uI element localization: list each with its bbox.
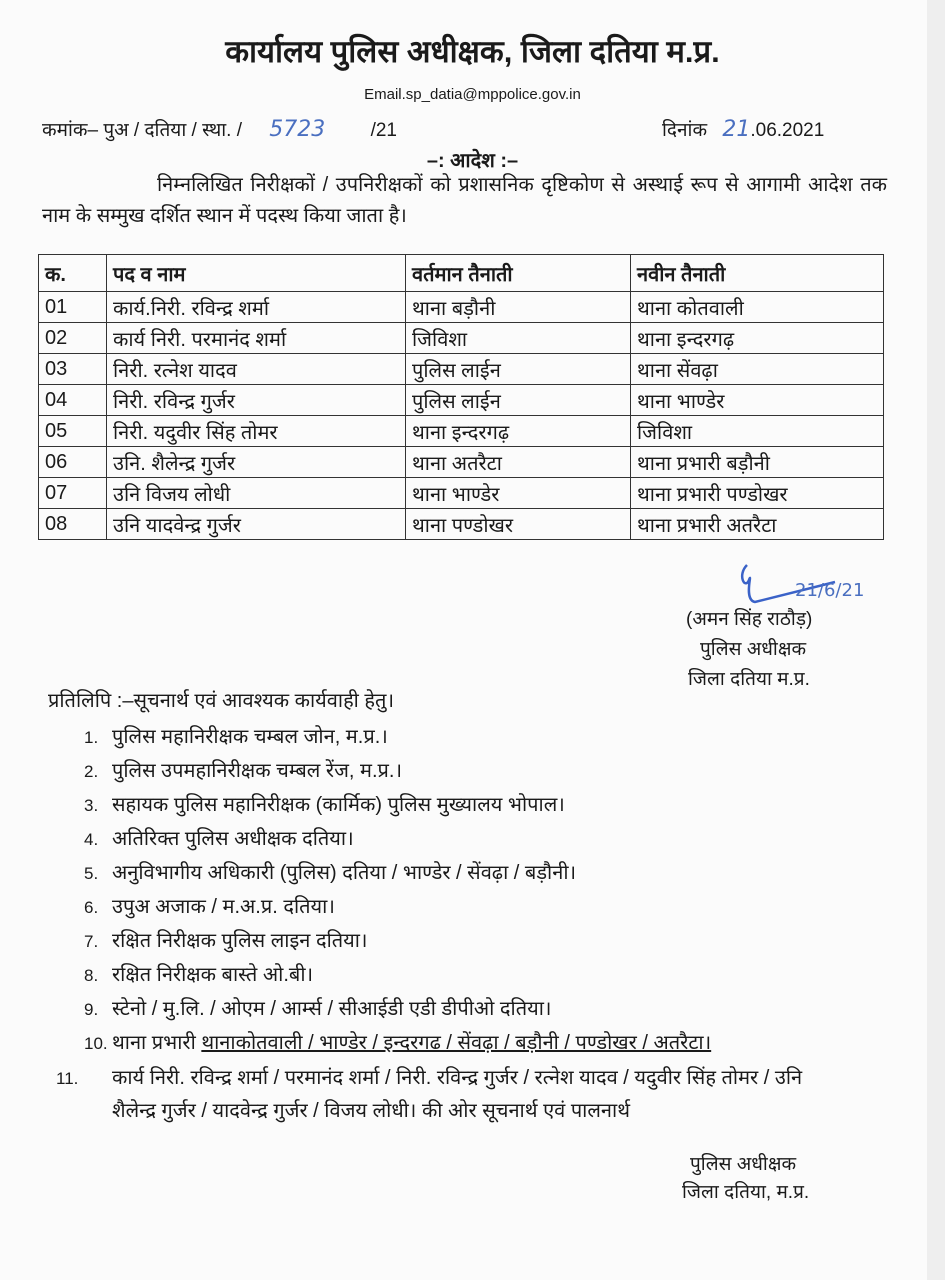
cell-new-posting: थाना इन्दरगढ़ [631, 323, 884, 354]
item-number: 3. [84, 796, 99, 815]
copy-list-item [84, 892, 844, 926]
copy-list-item [84, 790, 844, 824]
order-paragraph: निम्नलिखित निरीक्षकों / उपनिरीक्षकों को प्रशासनिक दृष्टिकोण से अस्थाई रूप से आगामी आदेश तक नाम के सम्मुख दर्शित स्थान में पदस्थ किया जाता है। [42, 174, 887, 227]
col-serial: क. [39, 255, 107, 292]
ref-prefix: कमांक– पुअ / दतिया / स्था. / [42, 120, 242, 141]
item-text: कार्य निरी. रविन्द्र शर्मा / परमानंद शर्मा / निरी. रविन्द्र गुर्जर / रत्नेश यादव / यदुवीर सिंह तोमर / उनि शैलेन्द्र गुर्जर / यादवेन्द्र गुर्जर / विजय लोधी। की ओर सूचनार्थ एवं पालनार्थ [112, 1067, 803, 1122]
posting-table [38, 254, 884, 540]
item-text: रक्षित निरीक्षक पुलिस लाइन दतिया। [112, 930, 368, 952]
copy-list-item [84, 926, 844, 960]
cell-current-posting: पुलिस लाईन [406, 354, 631, 385]
cell-serial: 08 [39, 509, 107, 540]
copy-list-item [84, 994, 844, 1028]
cell-current-posting: थाना पण्डोखर [406, 509, 631, 540]
cell-name: निरी. रत्नेश यादव [107, 354, 406, 385]
footer-designation: पुलिस अधीक्षक [690, 1154, 797, 1175]
cell-serial: 07 [39, 478, 107, 509]
order-date [662, 116, 824, 142]
cell-serial: 03 [39, 354, 107, 385]
table-row [39, 416, 884, 447]
item-text: स्टेनो / मु.लि. / ओएम / आर्म्स / सीआईडी एडी डीपीओ दतिया। [112, 998, 552, 1020]
ref-year: /21 [370, 120, 397, 141]
col-new-posting: नवीन तैनाती [631, 255, 884, 292]
cell-serial: 04 [39, 385, 107, 416]
copy-list-item [84, 824, 844, 858]
copy-list-item [84, 858, 844, 892]
cell-name: उनि विजय लोधी [107, 478, 406, 509]
item-number: 1. [84, 728, 99, 747]
cell-current-posting: थाना इन्दरगढ़ [406, 416, 631, 447]
item-text: अनुविभागीय अधिकारी (पुलिस) दतिया / भाण्डेर / सेंवढ़ा / बड़ौनी। [112, 862, 577, 884]
cell-name: कार्य.निरी. रविन्द्र शर्मा [107, 292, 406, 323]
table-header-row [39, 255, 884, 292]
cell-name: उनि यादवेन्द्र गुर्जर [107, 509, 406, 540]
copy-list-item [84, 722, 844, 756]
cell-new-posting: थाना प्रभारी पण्डोखर [631, 478, 884, 509]
cell-current-posting: पुलिस लाईन [406, 385, 631, 416]
item-number: 9. [84, 1000, 99, 1019]
cell-serial: 06 [39, 447, 107, 478]
item-text: अतिरिक्त पुलिस अधीक्षक दतिया। [112, 828, 354, 850]
cell-new-posting: थाना प्रभारी बड़ौनी [631, 447, 884, 478]
item-text-underlined: थानाकोतवाली / भाण्डेर / इन्दरगढ / सेंवढ़ा / बड़ौनी / पण्डोखर / अतरैटा। [201, 1032, 712, 1054]
item-number: 6. [84, 898, 99, 917]
table-row [39, 509, 884, 540]
cell-new-posting: थाना प्रभारी अतरैटा [631, 509, 884, 540]
cell-new-posting: थाना सेंवढ़ा [631, 354, 884, 385]
office-title: कार्यालय पुलिस अधीक्षक, जिला दतिया म.प्र. [225, 34, 720, 69]
cell-name: कार्य निरी. परमानंद शर्मा [107, 323, 406, 354]
copy-intro: प्रतिलिपि :–सूचनार्थ एवं आवश्यक कार्यवाही हेतु। [48, 690, 395, 712]
cell-current-posting: थाना अतरैटा [406, 447, 631, 478]
table-row [39, 478, 884, 509]
item-number: 7. [84, 932, 99, 951]
item-number: 11. [56, 1069, 79, 1088]
signatory-designation: पुलिस अधीक्षक [700, 639, 807, 660]
item-text: रक्षित निरीक्षक बास्ते ओ.बी। [112, 964, 314, 986]
item-text: उपुअ अजाक / म.अ.प्र. दतिया। [112, 896, 335, 918]
col-current-posting: वर्तमान तैनाती [406, 255, 631, 292]
copy-list-item [56, 1062, 844, 1127]
scan-edge [927, 0, 945, 1280]
signatory-name: (अमन सिंह राठौड़) [686, 609, 813, 630]
cell-name: निरी. यदुवीर सिंह तोमर [107, 416, 406, 447]
item-number: 2. [84, 762, 99, 781]
item-text: सहायक पुलिस महानिरीक्षक (कार्मिक) पुलिस मुख्यालय भोपाल। [112, 794, 565, 816]
table-row [39, 323, 884, 354]
table-row [39, 292, 884, 323]
item-text: पुलिस उपमहानिरीक्षक चम्बल रेंज, म.प्र.। [112, 760, 403, 782]
office-email: Email.sp_datia@mppolice.gov.in [364, 86, 581, 103]
item-number: 8. [84, 966, 99, 985]
order-heading: –: आदेश :– [426, 150, 519, 172]
cell-serial: 01 [39, 292, 107, 323]
cell-current-posting: थाना बड़ौनी [406, 292, 631, 323]
copy-list-item [84, 1028, 844, 1062]
date-label: दिनांक [662, 120, 708, 141]
cell-current-posting: जिविशा [406, 323, 631, 354]
ref-number-handwritten: 5723 [269, 117, 326, 142]
table-row [39, 447, 884, 478]
table-row [39, 385, 884, 416]
item-text: थाना प्रभारी [112, 1032, 202, 1054]
cell-name: निरी. रविन्द्र गुर्जर [107, 385, 406, 416]
copy-list-item [84, 960, 844, 994]
item-number: 10. [84, 1034, 108, 1053]
cell-serial: 02 [39, 323, 107, 354]
copy-list [56, 722, 844, 1127]
item-number: 4. [84, 830, 99, 849]
cell-name: उनि. शैलेन्द्र गुर्जर [107, 447, 406, 478]
table-row [39, 354, 884, 385]
date-day-handwritten: 21 [722, 117, 751, 142]
signature-date: 21/6/21 [795, 580, 865, 601]
footer-district: जिला दतिया, म.प्र. [682, 1182, 810, 1203]
item-text: पुलिस महानिरीक्षक चम्बल जोन, म.प्र.। [112, 726, 388, 748]
cell-new-posting: थाना भाण्डेर [631, 385, 884, 416]
cell-new-posting: जिविशा [631, 416, 884, 447]
reference-number [42, 116, 397, 142]
date-rest: .06.2021 [750, 120, 825, 141]
cell-new-posting: थाना कोतवाली [631, 292, 884, 323]
item-number: 5. [84, 864, 99, 883]
col-name: पद व नाम [107, 255, 406, 292]
copy-list-item [84, 756, 844, 790]
cell-serial: 05 [39, 416, 107, 447]
cell-current-posting: थाना भाण्डेर [406, 478, 631, 509]
signatory-district: जिला दतिया म.प्र. [688, 669, 810, 690]
